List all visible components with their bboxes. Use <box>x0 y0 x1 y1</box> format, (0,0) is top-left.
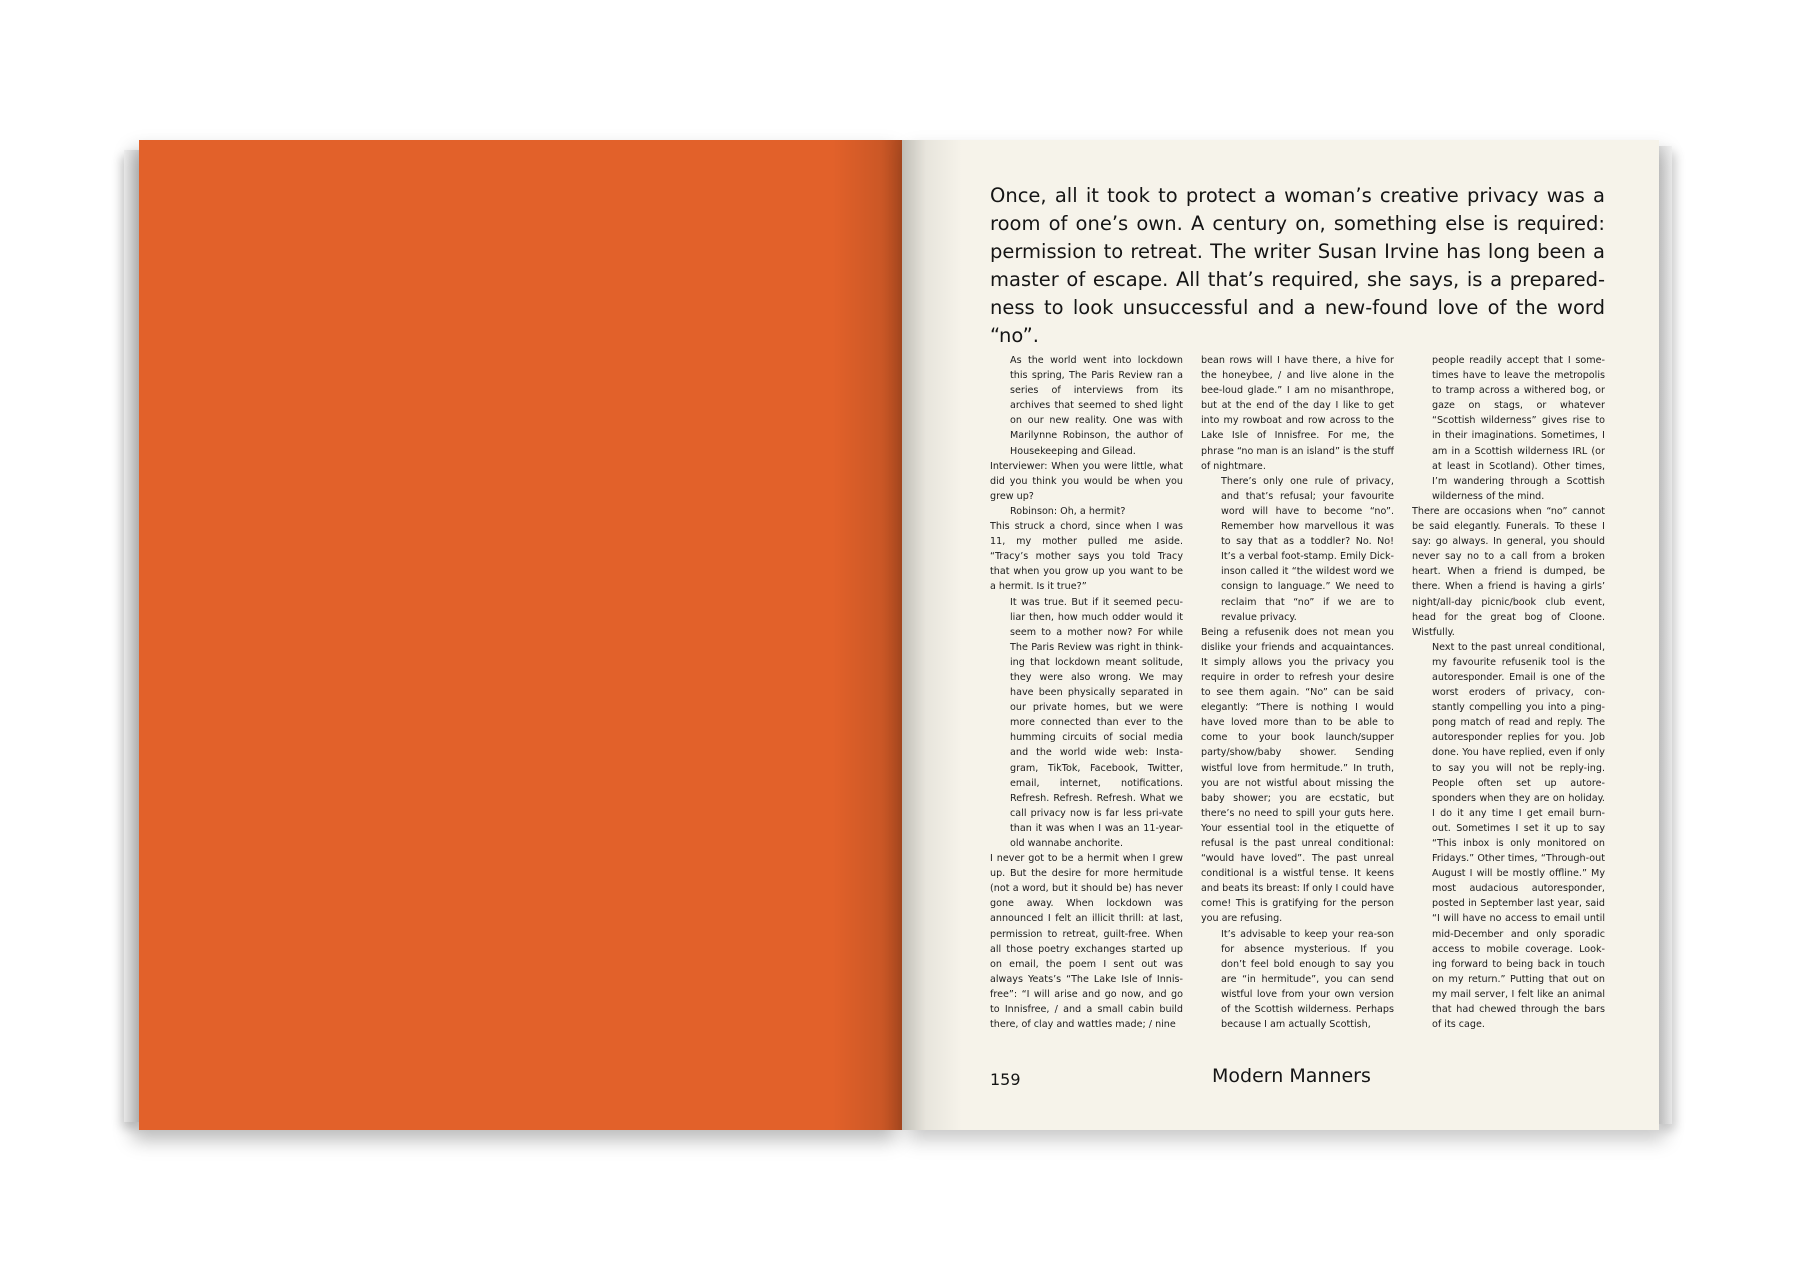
paragraph: people readily accept that I some-times have to leave the metropolis to tramp across a withered bog, or gaze on stags, or whatever “Scottish wilderness” gives rise to in their imaginations. Sometimes, I am in a Scottish wilderness IRL (or at least in Scotland). Other times, I’m wandering through a Scottish wilderness of the mind. <box>1432 355 1605 502</box>
right-page <box>902 140 1659 1130</box>
paragraph: There are occasions when “no” cannot be said elegantly. Funerals. To these I say: go always. In general, you should never say no to a call from a broken heart. When a friend is dumped, be there. When a friend is having a girls’ night/all-day picnic/book club event, head for the great bog of Cloone. Wistfully. <box>1412 505 1605 638</box>
section-title: Modern Manners <box>1212 1065 1371 1087</box>
paragraph: It was true. But if it seemed pecu-liar then, how much odder would it seem to a mother now? For while The Paris Review was right in think-ing that lockdown meant solitude, they were also wrong. We may have been physically separated in our private homes, but we were more connected than ever to the humming circuits of social media and the world wide web: Insta-gram, TikTok, Facebook, Twitter, email, internet, notifications. Refresh. Refresh. Refresh. What we call privacy now is far less pri-vate than it was when I was an 11-year-old wannabe anchorite. <box>1010 596 1183 849</box>
left-page <box>139 140 902 1130</box>
article-body <box>990 353 1605 1043</box>
paragraph: bean rows will I have there, a hive for the honeybee, / and live alone in the bee-loud glade.” I am no misanthrope, but at the end of the day I like to get into my rowboat and row across to the Lake Isle of Innisfree. For me, the phrase “no man is an island” is the stuff of nightmare. <box>1201 355 1394 472</box>
paragraph: I never got to be a hermit when I grew up. But the desire for more hermitude (not a word, but it should be) has never gone away. When lockdown was announced I felt an illicit thrill: at last, permission to retreat, guilt-free. When all those poetry exchanges started up on email, the poem I sent out was always Yeats’s “The Lake Isle of Innis-free”: “I will arise and go now, and go to Innisfree, / and a small cabin build there, of clay and wattles made; / nine <box>990 853 1183 1031</box>
page-number: 159 <box>990 1070 1021 1089</box>
article-column-3 <box>1412 353 1605 1043</box>
paragraph: Robinson: Oh, a hermit? <box>1010 505 1126 517</box>
paragraph: Interviewer: When you were little, what did you think you would be when you grew up? <box>990 460 1183 502</box>
paragraph: There’s only one rule of privacy, and that’s refusal; your favourite word will have to become “no”. Remember how marvellous it was to say that as a toddler? No. No! It’s a verbal foot-stamp. Emily Dick-inson called it “the wildest word we consign to language.” We need to reclaim that “no” if we are to revalue privacy. <box>1221 475 1394 623</box>
article-column-1 <box>990 353 1183 1043</box>
paragraph: This struck a chord, since when I was 11, my mother pulled me aside. “Tracy’s mother says you told Tracy that when you grow up you want to be a hermit. Is it true?” <box>990 521 1183 593</box>
article-column-2 <box>1201 353 1394 1043</box>
paragraph: It’s advisable to keep your rea-son for absence mysterious. If you don’t feel bold enough to say you are “in hermitude”, you can send wistful love from your own version of the Scottish wilderness. Perhaps because I am actually Scottish, <box>1221 928 1394 1031</box>
paragraph: As the world went into lockdown this spring, The Paris Review ran a series of interviews from its archives that seemed to shed light on our new reality. One was with Marilynne Robinson, the author of Housekeeping and Gilead. <box>1010 355 1183 457</box>
paragraph: Next to the past unreal conditional, my favourite refusenik tool is the autoresponder. Email is one of the worst eroders of privacy, con-stantly compelling you into a ping-pong match of read and reply. The autoresponder replies for you. Job done. You have replied, even if only to say you will not be reply-ing. People often set up autore-sponders when they are on holiday. I do it any time I get email burn-out. Sometimes I set it up to say “This inbox is only monitored on Fridays.” Other times, “Through-out August I will be mostly offline.” My most audacious autoresponder, posted in September last year, said “I will have no access to email until mid-December and only sporadic access to mobile coverage. Look-ing forward to being back in touch on my return.” Putting that out on my mail server, I felt like an animal that had chewed through the bars of its cage. <box>1432 641 1605 1031</box>
intro-standfirst: Once, all it took to protect a woman’s creative privacy was a room of one’s own. A century on, something else is required: permission to retreat. The writer Susan Irvine has long been a master of escape. All that’s required, she says, is a prepared-ness to look unsuccessful and a new-found love of the word “no”. <box>990 184 1605 347</box>
paragraph: Being a refusenik does not mean you dislike your friends and acquaintances. It simply allows you the privacy you require in order to refresh your desire to see them again. “No” can be said elegantly: “There is nothing I would have loved more than to be able to come to your book launch/supper party/show/baby shower. Sending wistful love from hermitude.” In truth, you are not wistful about missing the baby shower; you are ecstatic, but there’s no need to spill your guts here. Your essential tool in the etiquette of refusal is the past unreal conditional: “would have loved”. The past unreal conditional is a wistful tense. It keens and beats its breast: If only I could have come! This is gratifying for the person you are refusing. <box>1201 626 1394 925</box>
